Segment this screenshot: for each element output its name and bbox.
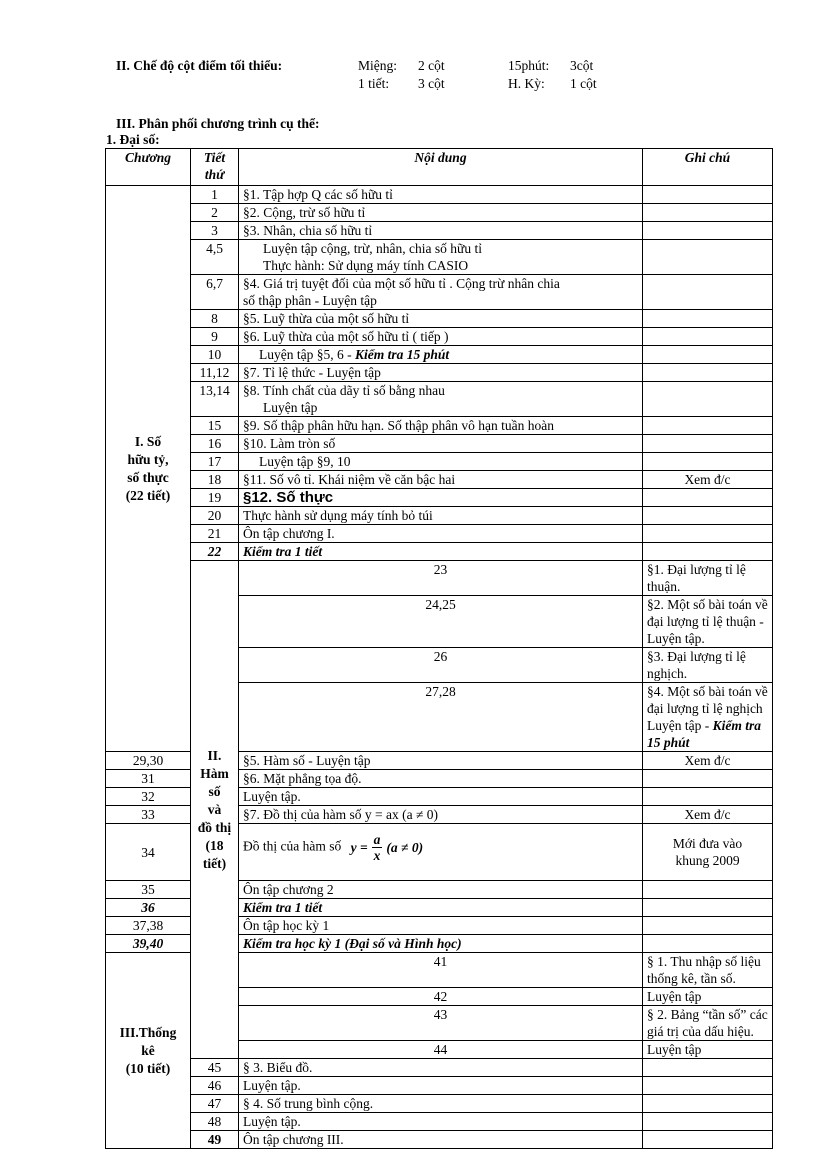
note-cell [643, 1059, 773, 1077]
table-row [106, 561, 773, 596]
lesson-content: §11. Số vô tỉ. Khái niệm về căn bậc hai [239, 471, 643, 489]
lesson-content: §9. Số thập phân hữu hạn. Số thập phân vô hạn tuần hoàn [239, 417, 643, 435]
equation-condition: (a ≠ 0) [386, 840, 424, 855]
period-number: 42 [239, 988, 643, 1006]
period-number: 19 [191, 489, 239, 507]
lesson-content: Ôn tập chương 2 [239, 881, 643, 899]
lesson-content [239, 275, 643, 310]
table-row [106, 507, 773, 525]
period-number: 37,38 [106, 917, 191, 935]
note-cell: Xem đ/c [643, 471, 773, 489]
period-number: 8 [191, 310, 239, 328]
chapter-label: và [207, 801, 222, 817]
lesson-line: §4. Một số bài toán về đại lượng tỉ lệ nghịch [647, 684, 768, 716]
note-cell [643, 1131, 773, 1149]
lesson-line: Thực hành: Sử dụng máy tính CASIO [263, 258, 469, 273]
table-row [106, 346, 773, 364]
period-number: 27,28 [239, 683, 643, 752]
period-number: 1 [191, 186, 239, 204]
period-number: 39,40 [106, 935, 191, 953]
note-cell [643, 917, 773, 935]
note-cell [643, 1095, 773, 1113]
period-number: 23 [239, 561, 643, 596]
lesson-content: §7. Đồ thị của hàm số y = ax (a ≠ 0) [239, 806, 643, 824]
header-chuong: Chương [106, 149, 191, 186]
lesson-content: §7. Tỉ lệ thức - Luyện tập [239, 364, 643, 382]
lesson-content: §5. Luỹ thừa của một số hữu tỉ [239, 310, 643, 328]
chapter-1-cell [106, 186, 191, 752]
note-cell [643, 525, 773, 543]
mieng-value: 2 cột [418, 58, 445, 73]
lesson-content [239, 240, 643, 275]
test-label: Kiểm tra 15 phút [354, 347, 450, 362]
lesson-line: §4. Giá trị tuyệt đối của một số hữu tỉ . Cộng trừ nhân chia [243, 276, 560, 291]
note-cell [643, 222, 773, 240]
lesson-content: Kiểm tra 1 tiết [239, 899, 643, 917]
note-cell [643, 770, 773, 788]
note-cell [643, 824, 773, 881]
period-number: 22 [191, 543, 239, 561]
note-cell [643, 275, 773, 310]
lesson-content [643, 683, 773, 752]
lesson-content: Luyện tập [643, 1041, 773, 1059]
table-row [106, 275, 773, 310]
note-cell [643, 935, 773, 953]
lesson-content: § 3. Biểu đồ. [239, 1059, 643, 1077]
lesson-content: Ôn tập chương I. [239, 525, 643, 543]
lesson-content: §10. Làm tròn số [239, 435, 643, 453]
period-number: 46 [191, 1077, 239, 1095]
lesson-content [239, 346, 643, 364]
lesson-content: Luyện tập. [239, 1113, 643, 1131]
program-table [105, 148, 773, 1149]
period-number: 6,7 [191, 275, 239, 310]
chapter-label: (22 tiết) [125, 487, 171, 503]
lesson-line: §8. Tính chất của dãy tỉ số bằng nhau [243, 383, 445, 398]
period-number: 45 [191, 1059, 239, 1077]
header-noidung: Nội dung [239, 149, 643, 186]
chapter-label: kê [141, 1042, 155, 1058]
lesson-content: §3. Đại lượng tỉ lệ nghịch. [643, 648, 773, 683]
note-cell [643, 1077, 773, 1095]
table-row [106, 1095, 773, 1113]
note-cell [643, 489, 773, 507]
period-number: 18 [191, 471, 239, 489]
table-row [106, 204, 773, 222]
chapter-label: số [208, 783, 221, 799]
fraction-denominator: x [373, 848, 381, 863]
section-2-title: II. Chế độ cột điểm tối thiểu: [116, 58, 283, 73]
period-number: 16 [191, 435, 239, 453]
lesson-content: §2. Một số bài toán về đại lượng tỉ lệ thuận - Luyện tập. [643, 596, 773, 648]
period-number: 32 [106, 788, 191, 806]
table-row [106, 328, 773, 346]
lesson-content: Luyện tập. [239, 788, 643, 806]
table-row [106, 471, 773, 489]
lesson-content: Luyện tập [643, 988, 773, 1006]
period-number: 11,12 [191, 364, 239, 382]
lesson-content: §1. Đại lượng tỉ lệ thuận. [643, 561, 773, 596]
period-number: 41 [239, 953, 643, 988]
lesson-content [239, 489, 643, 507]
period-number: 48 [191, 1113, 239, 1131]
table-row [106, 525, 773, 543]
note-cell [643, 310, 773, 328]
period-number: 15 [191, 417, 239, 435]
test-label: Kiểm tra 15 phút [647, 718, 761, 750]
lesson-content: Luyện tập §9, 10 [239, 453, 643, 471]
lesson-line: Luyện tập [263, 400, 318, 415]
table-row [106, 222, 773, 240]
table-row [106, 186, 773, 204]
lesson-content [239, 824, 643, 881]
period-number: 26 [239, 648, 643, 683]
table-row [106, 382, 773, 417]
table-row [106, 240, 773, 275]
period-number: 33 [106, 806, 191, 824]
lesson-content: §6. Luỹ thừa của một số hữu tỉ ( tiếp ) [239, 328, 643, 346]
period-number: 29,30 [106, 752, 191, 770]
lesson-content: §5. Hàm số - Luyện tập [239, 752, 643, 770]
chapter-label: II. Hàm [200, 747, 229, 781]
note-cell [643, 881, 773, 899]
note-cell [643, 382, 773, 417]
lesson-line: số thập phân - Luyện tập [243, 293, 377, 308]
chapter-3-cell [106, 953, 191, 1149]
note-line: khung 2009 [675, 853, 740, 868]
lesson-content: § 4. Số trung bình cộng. [239, 1095, 643, 1113]
period-number: 3 [191, 222, 239, 240]
period-number: 10 [191, 346, 239, 364]
lesson-content: §2. Cộng, trừ số hữu tỉ [239, 204, 643, 222]
note-cell [643, 417, 773, 435]
period-number: 21 [191, 525, 239, 543]
chapter-label: I. Số [134, 433, 162, 449]
lesson-line: Luyện tập §5, 6 - [259, 347, 355, 362]
chapter-label: hữu tỷ, [127, 451, 169, 467]
lesson-content: §3. Nhân, chia số hữu tỉ [239, 222, 643, 240]
table-row [106, 453, 773, 471]
table-row [106, 543, 773, 561]
chapter-2-cell [191, 561, 239, 1059]
note-cell [643, 328, 773, 346]
period-number: 17 [191, 453, 239, 471]
table-row [106, 1131, 773, 1149]
table-header-row [106, 149, 773, 186]
section-3-title: III. Phân phối chương trình cụ thể: [116, 116, 320, 131]
table-row [106, 489, 773, 507]
note-cell [643, 240, 773, 275]
period-number: 20 [191, 507, 239, 525]
lesson-content: Thực hành sử dụng máy tính bỏ túi [239, 507, 643, 525]
lesson-content [239, 382, 643, 417]
lesson-content: Kiểm tra học kỳ 1 (Đại số và Hình học) [239, 935, 643, 953]
note-cell: Xem đ/c [643, 752, 773, 770]
chapter-label: (18 tiết) [202, 837, 227, 871]
lesson-line-text: Luyện tập - [647, 718, 713, 733]
lesson-content: §6. Mặt phẳng tọa độ. [239, 770, 643, 788]
note-cell [643, 899, 773, 917]
header-tiet: Tiết thứ [191, 149, 239, 186]
period-number: 43 [239, 1006, 643, 1041]
hky-label: H. Kỳ: [508, 76, 545, 91]
table-row [106, 1059, 773, 1077]
period-number: 9 [191, 328, 239, 346]
equation-lhs: y = [350, 840, 368, 855]
note-cell [643, 788, 773, 806]
note-cell [643, 543, 773, 561]
period-number: 44 [239, 1041, 643, 1059]
15phut-label: 15phút: [508, 58, 550, 73]
period-number: 34 [106, 824, 191, 881]
note-cell [643, 1113, 773, 1131]
period-number: 36 [106, 899, 191, 917]
subsection-title: 1. Đại số: [106, 132, 160, 147]
period-number: 13,14 [191, 382, 239, 417]
table-row [106, 417, 773, 435]
note-cell [643, 346, 773, 364]
lesson-line: §12. Số thực [243, 489, 334, 506]
note-cell [643, 453, 773, 471]
fraction [372, 832, 383, 863]
note-cell [643, 204, 773, 222]
note-cell [643, 364, 773, 382]
period-number: 31 [106, 770, 191, 788]
header-ghichu: Ghi chú [643, 149, 773, 186]
note-line: Mới đưa vào [672, 836, 743, 851]
chapter-label: (10 tiết) [125, 1060, 171, 1076]
mieng-label: Miệng: [358, 58, 397, 73]
period-number: 4,5 [191, 240, 239, 275]
lesson-line: Luyện tập cộng, trừ, nhân, chia số hữu tỉ [263, 241, 482, 256]
lesson-line: Đồ thị của hàm số [243, 838, 342, 854]
hky-value: 1 cột [570, 76, 597, 91]
period-number: 2 [191, 204, 239, 222]
lesson-content: Ôn tập học kỳ 1 [239, 917, 643, 935]
lesson-content: § 2. Bảng “tần số” các giá trị của dấu hiệu. [643, 1006, 773, 1041]
1tiet-value: 3 cột [418, 76, 445, 91]
lesson-content: Ôn tập chương III. [239, 1131, 643, 1149]
period-number: 49 [191, 1131, 239, 1149]
fraction-numerator: a [373, 832, 381, 847]
period-number: 35 [106, 881, 191, 899]
table-row [106, 1077, 773, 1095]
table-row [106, 310, 773, 328]
lesson-content: Kiểm tra 1 tiết [239, 543, 643, 561]
lesson-content: Luyện tập. [239, 1077, 643, 1095]
lesson-content: § 1. Thu nhập số liệu thống kê, tần số. [643, 953, 773, 988]
note-cell [643, 507, 773, 525]
table-row [106, 1113, 773, 1131]
lesson-line [647, 717, 768, 751]
chapter-label: số thực [127, 469, 169, 485]
period-number: 24,25 [239, 596, 643, 648]
chapter-label: III.Thống [119, 1024, 177, 1040]
1tiet-label: 1 tiết: [358, 76, 390, 91]
table-row [106, 435, 773, 453]
chapter-label: đồ thị [197, 819, 232, 835]
note-cell [643, 435, 773, 453]
note-cell [643, 186, 773, 204]
table-row [106, 364, 773, 382]
note-cell: Xem đ/c [643, 806, 773, 824]
period-number: 47 [191, 1095, 239, 1113]
15phut-value: 3cột [570, 58, 594, 73]
lesson-content: §1. Tập hợp Q các số hữu tỉ [239, 186, 643, 204]
